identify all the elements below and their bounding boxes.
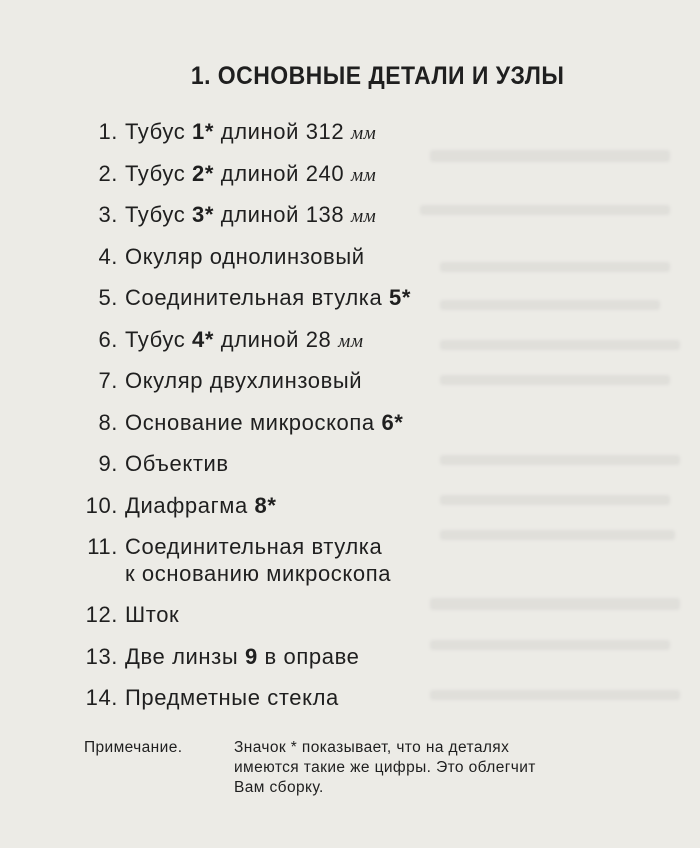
item-number: 3.: [98, 202, 118, 227]
list-item: [84, 601, 644, 643]
item-number: 2.: [98, 160, 118, 186]
unit-label: мм: [350, 206, 377, 227]
item-label: Тубус: [125, 202, 186, 227]
item-number: 10.: [85, 492, 118, 518]
item-text: [125, 643, 359, 670]
item-number: 9.: [98, 451, 118, 476]
list-item: [84, 409, 644, 451]
list-item: [84, 492, 644, 534]
item-label: Окуляр двухлинзовый: [125, 368, 363, 393]
item-number: 4.: [98, 243, 118, 269]
section-heading: 1. ОСНОВНЫЕ ДЕТАЛИ И УЗЛЫ: [190, 62, 565, 90]
item-label: Тубус: [125, 160, 186, 186]
item-number: 8.: [98, 409, 118, 435]
list-item: [84, 533, 644, 601]
item-label: Тубус: [125, 326, 186, 352]
unit-label: мм: [350, 123, 377, 144]
part-marker: 5*: [389, 285, 412, 310]
part-marker: 3*: [192, 202, 215, 227]
item-detail: длиной 28: [220, 326, 332, 352]
parts-list: [84, 118, 644, 726]
item-number: 13.: [85, 643, 118, 669]
unit-label: мм: [350, 164, 377, 186]
note-line: Вам сборку.: [234, 779, 324, 796]
list-item: [84, 450, 644, 492]
part-marker: 1*: [192, 119, 215, 144]
item-text: [125, 201, 376, 230]
note-line: Значок * показывает, что на деталях: [234, 739, 510, 756]
item-text: [125, 533, 391, 587]
list-item: [84, 160, 644, 202]
item-text: [125, 601, 179, 628]
note-line: имеются такие же цифры. Это облегчит: [234, 759, 536, 776]
item-continuation: к основанию микроскопа: [125, 561, 392, 586]
part-marker: 4*: [192, 326, 215, 352]
item-label: Объектив: [125, 451, 229, 476]
item-label: Окуляр однолинзовый: [125, 243, 365, 269]
item-text: [125, 684, 339, 711]
item-label: Тубус: [125, 119, 186, 144]
part-marker: 9: [244, 643, 258, 669]
item-text: [125, 160, 376, 189]
item-text: [125, 367, 362, 394]
item-detail: длиной 240: [220, 160, 345, 186]
item-label: Две линзы: [125, 643, 239, 669]
note-text: [234, 738, 654, 798]
list-item: [84, 643, 644, 685]
item-label: Предметные стекла: [125, 685, 339, 710]
part-marker: 2*: [192, 160, 215, 186]
item-label: Шток: [125, 602, 180, 627]
unit-label: мм: [338, 330, 364, 352]
item-number: 5.: [98, 285, 118, 310]
item-detail: длиной 138: [220, 202, 345, 227]
list-item: [84, 326, 644, 368]
item-number: 11.: [87, 534, 118, 559]
list-item: [84, 367, 644, 409]
item-detail: в оправе: [264, 643, 360, 669]
item-number: 7.: [98, 368, 118, 393]
item-text: [125, 492, 277, 519]
list-item: [84, 684, 644, 726]
item-text: [125, 243, 365, 270]
item-text: [125, 118, 376, 147]
list-item: [84, 201, 644, 243]
item-text: [125, 284, 411, 311]
item-number: 12.: [85, 602, 118, 627]
item-label: Диафрагма: [125, 492, 248, 518]
item-text: [125, 326, 364, 355]
item-text: [125, 409, 403, 436]
list-item: [84, 243, 644, 285]
item-number: 6.: [98, 326, 118, 352]
item-text: [125, 450, 229, 477]
note-label: Примечание.: [84, 739, 183, 756]
item-number: 14.: [85, 685, 118, 710]
list-item: [84, 284, 644, 326]
part-marker: 8*: [254, 492, 277, 518]
item-label: Соединительная втулка: [125, 534, 383, 559]
item-detail: длиной 312: [220, 119, 345, 144]
item-label: Основание микроскопа: [125, 409, 375, 435]
list-item: [84, 118, 644, 160]
item-label: Соединительная втулка: [125, 285, 383, 310]
item-number: 1.: [98, 119, 118, 144]
part-marker: 6*: [381, 409, 404, 435]
